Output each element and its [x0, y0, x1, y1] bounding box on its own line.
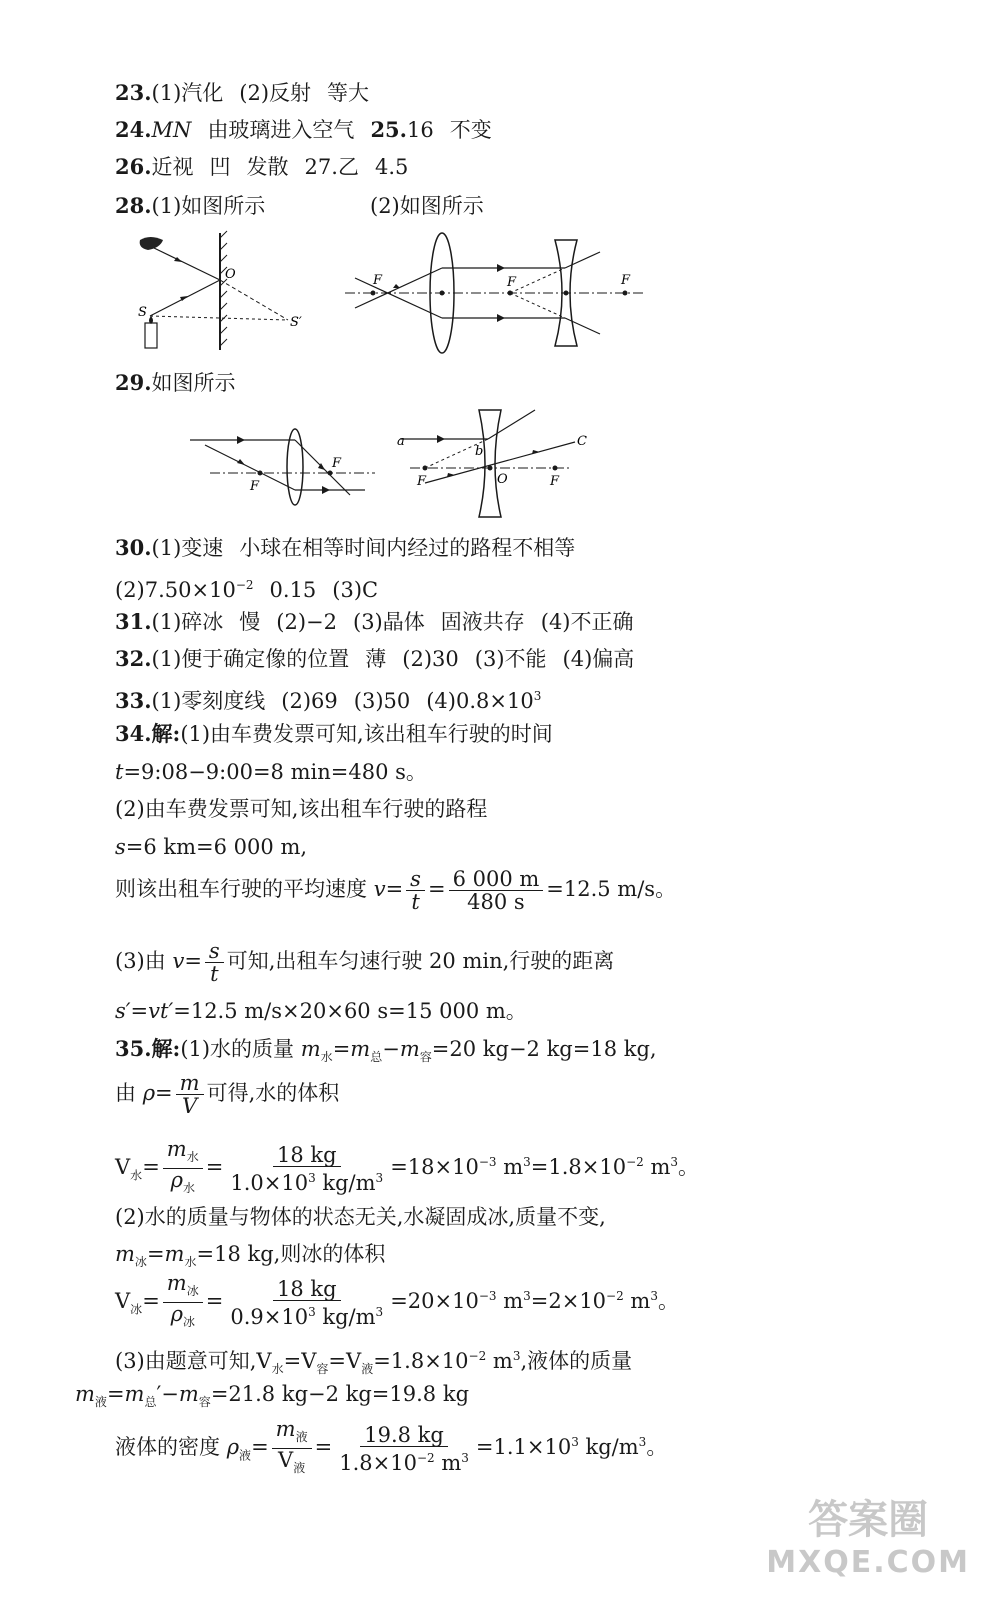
subscript: 液 — [94, 1395, 107, 1410]
q-number: 32. — [115, 646, 152, 671]
answer-part: 凹 — [209, 155, 231, 179]
solution-text: (1)由车费发票可知,该出租车行驶的时间 — [180, 722, 553, 746]
label-c: C — [577, 434, 587, 449]
subscript: 冰 — [130, 1302, 143, 1317]
fraction — [226, 1278, 387, 1328]
label-s-prime: S′ — [290, 315, 302, 330]
subscript: 冰 — [186, 1284, 199, 1299]
answer-35-line6: $V_冰=$ $\frac{m_冰}{\rho_冰}$ = $\frac{18 kg}{0.9\times 10^3 kg/m^3}$ $=20\times 10^{-3}$ $m^3=2\times 10^{-2}$ $m^3$。 — [115, 1272, 679, 1333]
numerator: 6 000 m — [449, 868, 544, 891]
answer-part: (3)C — [332, 578, 379, 602]
answer-part: 由玻璃进入空气 — [207, 118, 355, 142]
unit: kg/m — [578, 1435, 639, 1460]
watermark-bottom: MXQE.COM — [766, 1545, 970, 1580]
denominator: V — [278, 1448, 294, 1473]
answer-part: (2)30 — [402, 647, 459, 671]
numerator: m — [166, 1271, 187, 1295]
exponent: 3 — [533, 689, 542, 703]
q-number: 27. — [304, 155, 338, 179]
solution-text: =20 kg−2 kg=18 kg, — [431, 1037, 657, 1061]
answer-35-line5: $m_冰=m_水=18$ kg,则冰的体积 — [115, 1242, 386, 1270]
answer-part: 等大 — [327, 81, 370, 105]
answer-part: (1)碎冰 — [151, 610, 224, 634]
variable: ρ — [226, 1435, 240, 1460]
answer-34-line3 — [115, 796, 487, 822]
solution-text: 。 — [646, 1435, 668, 1460]
answer-34-line1 — [115, 721, 553, 747]
unit: kg/m — [315, 1170, 376, 1195]
exponent: 3 — [571, 1435, 579, 1450]
q-number: 33. — [115, 688, 152, 713]
variable: V — [115, 1155, 131, 1180]
solution-text: 可得,水的体积 — [206, 1081, 340, 1105]
label-b: b — [475, 444, 484, 459]
fraction — [406, 868, 425, 913]
answer-part: 0.15 — [269, 578, 317, 602]
subscript: 液 — [293, 1461, 306, 1476]
answer-part: (3)50 — [353, 689, 411, 713]
answer-part: 不变 — [449, 118, 492, 142]
label-f: F — [250, 479, 260, 494]
answer-part: (1)便于确定像的位置 — [151, 647, 350, 671]
exponent: 3 — [375, 1170, 384, 1185]
answer-26-27 — [115, 154, 408, 180]
label-s: S — [138, 305, 147, 320]
virtual-ray — [220, 280, 288, 320]
answer-34-line7 — [115, 998, 527, 1024]
solution-text: =18 kg,则冰的体积 — [196, 1242, 386, 1266]
answer-part: (2)反射 — [239, 81, 312, 105]
exponent: 3 — [512, 1349, 521, 1363]
answer-part: (2)69 — [281, 689, 338, 713]
mirror-reflection-figure — [130, 228, 320, 358]
subscript: 冰 — [182, 1315, 195, 1330]
unit: m — [496, 1289, 524, 1314]
answer-30 — [115, 535, 575, 561]
answer-34-line5 — [115, 866, 676, 913]
exponent: −2 — [626, 1155, 644, 1170]
convex-lens-figure — [190, 425, 380, 505]
solution-text: 可知,出租车匀速行驶 20 min,行驶的距离 — [226, 949, 615, 973]
equals: = — [184, 949, 202, 973]
label-f: F — [550, 474, 560, 489]
solution-text: (2)由车费发票可知,该出租车行驶的路程 — [115, 797, 488, 821]
equals: = — [385, 877, 404, 901]
variable: v — [373, 877, 386, 901]
exponent: 3 — [670, 1155, 679, 1170]
label-f: F — [621, 273, 631, 288]
numerator: s — [205, 940, 224, 963]
variable: m — [178, 1382, 199, 1406]
exponent: 3 — [308, 1304, 316, 1319]
subscript: 液 — [361, 1362, 374, 1377]
solution-label: 解: — [151, 1036, 181, 1061]
answer-part: (2)如图所示 — [370, 194, 484, 218]
q-number: 25. — [370, 117, 407, 142]
denominator: 480 s — [467, 890, 525, 914]
exponent: −2 — [468, 1349, 487, 1363]
variable: m — [399, 1037, 420, 1061]
solution-text: (3)由题意可知, — [115, 1349, 257, 1373]
exponent: 3 — [461, 1450, 469, 1465]
fraction — [449, 868, 544, 913]
answer-part: MN — [151, 118, 192, 142]
exponent: −2 — [606, 1289, 624, 1304]
variable: m — [115, 1242, 135, 1266]
fraction — [163, 1138, 203, 1199]
answer-35-line8: $m_液=m_总'-m_容=21.8$ kg−2 kg=19.8 kg — [75, 1382, 470, 1410]
answer-35-line1: 35.解:(1)水的质量 $m_水=m_总-m_容=20$ kg−2 kg=18 kg, — [115, 1036, 657, 1065]
solution-text: =20×10 — [390, 1289, 479, 1314]
answer-35-line4 — [115, 1204, 606, 1230]
subscript: 水 — [184, 1255, 197, 1270]
answer-35-line9: 液体的密度 $\rho_液=$ $\frac{m_液}{V_液}$ = $\frac{19.8 kg}{1.8\times 10^{-2} m^3}$ $=1.1\times 10^3$ $kg/m^3$。 — [115, 1418, 667, 1479]
fraction — [226, 1144, 387, 1194]
answer-part: 4.5 — [374, 155, 409, 179]
answer-34-line6 — [115, 938, 614, 985]
numerator: m — [176, 1072, 204, 1095]
reflected-ray — [154, 248, 220, 280]
exponent: 3 — [638, 1435, 647, 1450]
q-number: 26. — [115, 154, 152, 179]
answer-34-line4 — [115, 834, 307, 860]
answer-part: (4)偏高 — [562, 647, 635, 671]
candle-icon — [145, 323, 157, 348]
answer-34-line2 — [115, 759, 427, 785]
prime: ′ — [156, 1382, 162, 1406]
variable: m — [350, 1037, 371, 1061]
answer-part: (3)晶体 — [353, 610, 425, 634]
answer-part: (2)7.50×10 — [115, 578, 236, 602]
subscript: 冰 — [134, 1255, 147, 1270]
denominator: V — [182, 1094, 198, 1118]
answer-32 — [115, 646, 634, 672]
answer-29 — [115, 370, 236, 396]
subscript: 水 — [182, 1181, 195, 1196]
denominator: ρ — [170, 1168, 183, 1193]
answer-part: 如图所示 — [151, 371, 236, 395]
solution-text: =1.8×10 — [373, 1349, 469, 1373]
numerator: 18 kg — [273, 1144, 341, 1167]
q-number: 34. — [115, 721, 152, 746]
solution-text: 由 — [115, 1081, 136, 1105]
label-o: O — [497, 472, 508, 487]
unit: m — [434, 1450, 462, 1475]
denominator: ρ — [170, 1302, 183, 1327]
variable: V — [301, 1349, 317, 1373]
numerator: s — [406, 868, 425, 891]
answer-part: 乙 — [337, 155, 359, 179]
variable: V — [256, 1349, 272, 1373]
answer-part: 近视 — [151, 155, 194, 179]
exponent: −3 — [478, 1155, 497, 1170]
solution-text: =9:08−9:00=8 min=480 s。 — [123, 760, 427, 784]
solution-text: (1)水的质量 — [180, 1037, 295, 1061]
subscript: 容 — [419, 1050, 432, 1065]
concave-lens-figure — [395, 405, 595, 520]
answer-33 — [115, 683, 541, 714]
variable: m — [164, 1242, 185, 1266]
numerator: 18 kg — [273, 1278, 341, 1301]
answer-35-line7: (3)由题意可知$,V_水=V_容=V_液=1.8\times 10^{-2}$ $m^3$,液体的质量 — [115, 1349, 633, 1377]
exponent: −2 — [235, 578, 254, 592]
variable: t — [115, 760, 124, 784]
subscript: 总 — [144, 1395, 157, 1410]
solution-text: 。 — [657, 1289, 679, 1314]
solution-text: =1.8×10 — [530, 1155, 627, 1180]
answer-35-line3: $V_水=$ $\frac{m_水}{\rho_水}$ = $\frac{18 kg}{1.0\times 10^3 kg/m^3}$ $=18\times 10^{-3}$ $m^3=1.8\times 10^{-2}$ $m^3$。 — [115, 1138, 699, 1199]
subscript: 液 — [239, 1448, 252, 1463]
subscript: 容 — [198, 1395, 211, 1410]
subscript: 水 — [186, 1150, 199, 1165]
q-number: 28. — [115, 193, 152, 218]
watermark-top: 答案圈 — [808, 1497, 929, 1543]
solution-label: 解: — [151, 721, 181, 746]
answer-23 — [115, 80, 369, 106]
equals: = — [130, 999, 149, 1023]
exponent: −3 — [478, 1289, 497, 1304]
label-f: F — [332, 456, 342, 471]
exponent: 3 — [523, 1289, 531, 1304]
numerator: 19.8 kg — [360, 1424, 448, 1447]
answer-part: 固液共存 — [440, 610, 525, 634]
exponent: −2 — [416, 1450, 435, 1465]
variable: m — [300, 1037, 321, 1061]
answer-part: 发散 — [246, 155, 289, 179]
q-number: 23. — [115, 80, 152, 105]
exponent: 3 — [650, 1289, 658, 1304]
label-f: F — [417, 474, 427, 489]
answer-part: (1)如图所示 — [151, 194, 266, 218]
solution-text: 则该出租车行驶的平均速度 — [115, 877, 367, 901]
numerator: m — [166, 1137, 187, 1161]
solution-text: =12.5 m/s。 — [546, 877, 677, 901]
variable: V — [115, 1289, 131, 1314]
q-number: 31. — [115, 609, 152, 634]
label-f: F — [507, 275, 517, 290]
variable: ρ — [142, 1081, 156, 1105]
subscript: 水 — [320, 1050, 333, 1065]
answer-part: 薄 — [365, 647, 387, 671]
denominator: t — [210, 962, 219, 986]
answer-31 — [115, 609, 634, 635]
fraction — [335, 1424, 473, 1474]
q-number: 29. — [115, 370, 152, 395]
fraction — [163, 1272, 203, 1333]
solution-text: (3)由 — [115, 949, 166, 973]
solution-text: =6 km=6 000 m, — [125, 835, 308, 859]
variable: s — [115, 835, 126, 859]
solution-text: =21.8 kg−2 kg=19.8 kg — [210, 1382, 470, 1406]
q-number: 24. — [115, 117, 152, 142]
q-number: 35. — [115, 1036, 152, 1061]
answer-24-25 — [115, 117, 492, 143]
solution-text: (2)水的质量与物体的状态无关,水凝固成冰,质量不变, — [115, 1205, 606, 1229]
answer-part: (1)汽化 — [151, 81, 224, 105]
equals: = — [427, 877, 446, 901]
solution-text: 液体的密度 — [115, 1435, 220, 1460]
denominator: 0.9×10 — [230, 1304, 309, 1329]
denominator: t — [411, 890, 420, 914]
answer-30-cont — [115, 572, 378, 603]
subscript: 总 — [370, 1050, 383, 1065]
unit: m — [486, 1349, 513, 1373]
solution-text: 。 — [678, 1155, 700, 1180]
solution-text: =18×10 — [390, 1155, 479, 1180]
answer-part: (1)变速 — [151, 536, 224, 560]
subscript: 水 — [130, 1168, 143, 1183]
variable: m — [75, 1382, 95, 1406]
label-o: O — [225, 267, 236, 282]
solution-text: =12.5 m/s×20×60 s=15 000 m。 — [173, 999, 527, 1023]
denominator: 1.8×10 — [339, 1450, 417, 1475]
watermark — [766, 1488, 970, 1580]
answer-part: (3)不能 — [474, 647, 547, 671]
answer-part: (4)不正确 — [540, 610, 634, 634]
fraction — [205, 940, 224, 985]
answer-part: 慢 — [239, 610, 261, 634]
unit: m — [623, 1289, 651, 1314]
answer-part: 16 — [406, 118, 434, 142]
unit: kg/m — [315, 1304, 376, 1329]
fraction — [176, 1072, 204, 1117]
variable: vt′ — [148, 999, 174, 1023]
unit: m — [496, 1155, 524, 1180]
unit: m — [643, 1155, 671, 1180]
solution-text: =2×10 — [530, 1289, 607, 1314]
fraction — [272, 1418, 312, 1479]
answer-35-line2: 由 ρ= $\frac{m}{V}$ 可得,水的体积 — [115, 1071, 340, 1118]
solution-text: ,液体的质量 — [520, 1349, 633, 1373]
exponent: 3 — [523, 1155, 531, 1170]
numerator: m — [275, 1417, 296, 1441]
lens-combination-figure — [345, 228, 645, 358]
answer-part: (2)−2 — [276, 610, 337, 634]
subscript: 液 — [295, 1430, 308, 1445]
answer-part: (4)0.8×10 — [426, 689, 534, 713]
eye-icon — [140, 237, 163, 250]
answer-28 — [115, 193, 265, 219]
solution-text: =1.1×10 — [475, 1435, 572, 1460]
variable: s′ — [115, 999, 131, 1023]
q-number: 30. — [115, 535, 152, 560]
subscript: 水 — [271, 1362, 284, 1377]
variable: v — [172, 949, 185, 973]
exponent: 3 — [308, 1170, 316, 1185]
exponent: 3 — [375, 1304, 384, 1319]
variable: V — [346, 1349, 362, 1373]
variable: m — [124, 1382, 145, 1406]
answer-28-part2 — [370, 193, 484, 219]
subscript: 容 — [316, 1362, 329, 1377]
denominator: 1.0×10 — [230, 1170, 309, 1195]
label-a: a — [397, 434, 405, 449]
answer-part: (1)零刻度线 — [151, 689, 266, 713]
answer-part: 小球在相等时间内经过的路程不相等 — [239, 536, 576, 560]
label-f: F — [373, 273, 383, 288]
